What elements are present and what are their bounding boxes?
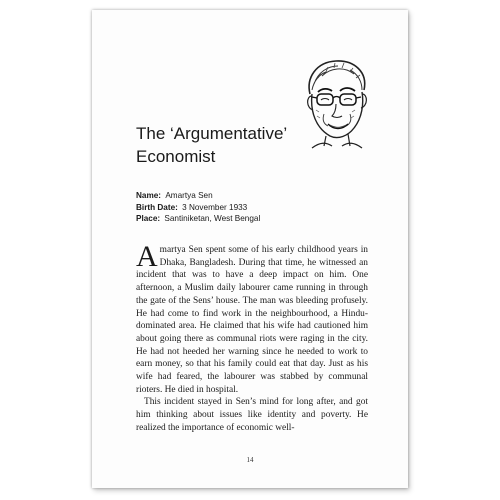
drop-cap: A bbox=[136, 240, 158, 273]
fact-place bbox=[136, 213, 260, 225]
portrait-sketch-icon bbox=[292, 54, 380, 150]
fact-label: Place: bbox=[136, 214, 161, 223]
body-paragraph: This incident stayed in Sen’s mind for long after, and got him thinking about issues like identity and poverty. He realized the importance of economic well- bbox=[136, 397, 368, 433]
fact-value: 3 November 1933 bbox=[182, 202, 248, 212]
chapter-title-line-1: The ‘Argumentative’ bbox=[136, 124, 288, 143]
book-page bbox=[92, 10, 408, 488]
chapter-title bbox=[136, 122, 287, 168]
fact-name bbox=[136, 190, 260, 202]
body-paragraph bbox=[136, 240, 368, 396]
chapter-body bbox=[136, 240, 368, 435]
fact-value: Santiniketan, West Bengal bbox=[164, 214, 261, 223]
fact-label: Name: bbox=[136, 191, 162, 200]
biography-facts bbox=[136, 190, 260, 225]
chapter-title-line-2: Economist bbox=[136, 147, 216, 166]
paragraph-text: martya Sen spent some of his early childhood years in Dhaka, Bangladesh. During that time, he witnessed an incident that was to have a deep impact on him. One afternoon, a Muslim daily labourer came running in through the gate of the Sens’ house. The man was bleeding profusely. He had come to find work in the neighbourhood, a Hindu-dominated area. He claimed that his wife had cautioned him about going there as communal riots were raging in the city. He had not heeded her warning since he needed to work to earn money, so that his family could eat that day. Just as his wife had feared, the labourer was stabbed by communal rioters. He died in hospital. bbox=[136, 245, 368, 395]
fact-label: Birth Date: bbox=[136, 202, 178, 212]
fact-value: Amartya Sen bbox=[165, 191, 213, 200]
fact-birth-date bbox=[136, 202, 260, 214]
page-number: 14 bbox=[246, 456, 254, 464]
